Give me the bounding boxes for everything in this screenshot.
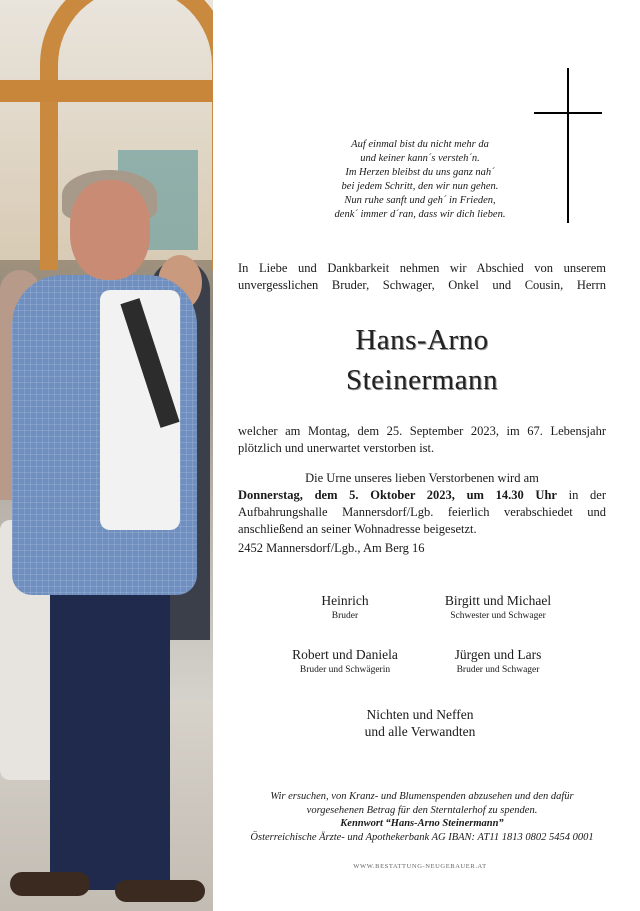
nephews-line: Nichten und Neffen <box>366 707 474 722</box>
relative-relation: Bruder und Schwägerin <box>299 665 391 675</box>
relative <box>423 592 573 623</box>
last-name: Steinermann <box>345 364 499 396</box>
poem-line: und keiner kann´s versteh´n. <box>360 153 480 164</box>
relative-name: Birgitt und Michael <box>444 593 552 608</box>
donation-line: Wir ersuchen, von Kranz- und Blumenspenden abzusehen und den dafür <box>270 791 574 802</box>
urn-line: Aufbahrungshalle Mannersdorf/Lgb. feierlich verabschiedet und <box>238 505 606 519</box>
address: 2452 Mannersdorf/Lgb., Am Berg 16 <box>238 541 425 555</box>
relative-relation: Bruder <box>331 611 359 621</box>
donation-line: vorgesehenen Betrag für den Sterntalerhof zu spenden. <box>306 804 538 816</box>
relative <box>423 646 573 677</box>
relative-name: Jürgen und Lars <box>454 647 542 662</box>
relative-relation: Bruder und Schwager <box>456 665 540 675</box>
death-line: welcher am Montag, dem 25. September 2023, im 67. Lebensjahr <box>238 424 606 438</box>
nephews-and-relatives <box>330 706 510 740</box>
poem-line: Im Herzen bleibst du uns ganz nah´ <box>345 167 495 178</box>
poem-line: bei jedem Schritt, den wir nun gehen. <box>341 181 499 192</box>
relative-name: Robert und Daniela <box>292 647 398 662</box>
death-line: plötzlich und unerwartet verstorben ist. <box>238 441 435 455</box>
poem-line: Nun ruhe sanft und geh´ in Frieden, <box>344 195 496 206</box>
cross-icon <box>534 68 602 223</box>
urn-date-line <box>238 487 606 504</box>
urn-line: anschließend an seiner Wohnadresse beigesetzt. <box>238 522 477 536</box>
donation-request <box>236 790 608 844</box>
urn-details <box>238 487 606 538</box>
death-notice <box>238 423 606 457</box>
urn-title: Die Urne unseres lieben Verstorbenen wird am <box>305 471 539 485</box>
deceased-name <box>238 320 606 400</box>
poem-line: Auf einmal bist du nicht mehr da <box>351 139 489 150</box>
intro-line: In Liebe und Dankbarkeit nehmen wir Abschied von unserem <box>238 261 606 275</box>
urn-date: Donnerstag, dem 5. Oktober 2023, um 14.30 Uhr <box>238 488 557 502</box>
donation-keyword: Kennwort “Hans-Arno Steinermann” <box>340 818 504 829</box>
poem-line: denk´ immer d´ran, dass wir dich lieben. <box>334 209 506 220</box>
nephews-line: und alle Verwandten <box>364 724 476 739</box>
relative-name: Heinrich <box>321 593 369 608</box>
intro-line: unvergesslichen Bruder, Schwager, Onkel und Cousin, Herrn <box>238 278 606 292</box>
portrait-photo <box>0 0 213 911</box>
relative <box>270 646 420 677</box>
donation-bank: Österreichische Ärzte- und Apothekerbank AG IBAN: AT11 1813 0802 5454 0001 <box>250 831 594 843</box>
poem <box>300 138 540 222</box>
first-name: Hans-Arno <box>355 324 489 356</box>
intro-text <box>238 260 606 294</box>
funeral-home-url: WWW.BESTATTUNG-NEUGEBAUER.AT <box>353 863 487 870</box>
relative-relation: Schwester und Schwager <box>450 611 546 621</box>
urn-date-rest: in der <box>556 488 606 502</box>
relative <box>270 592 420 623</box>
